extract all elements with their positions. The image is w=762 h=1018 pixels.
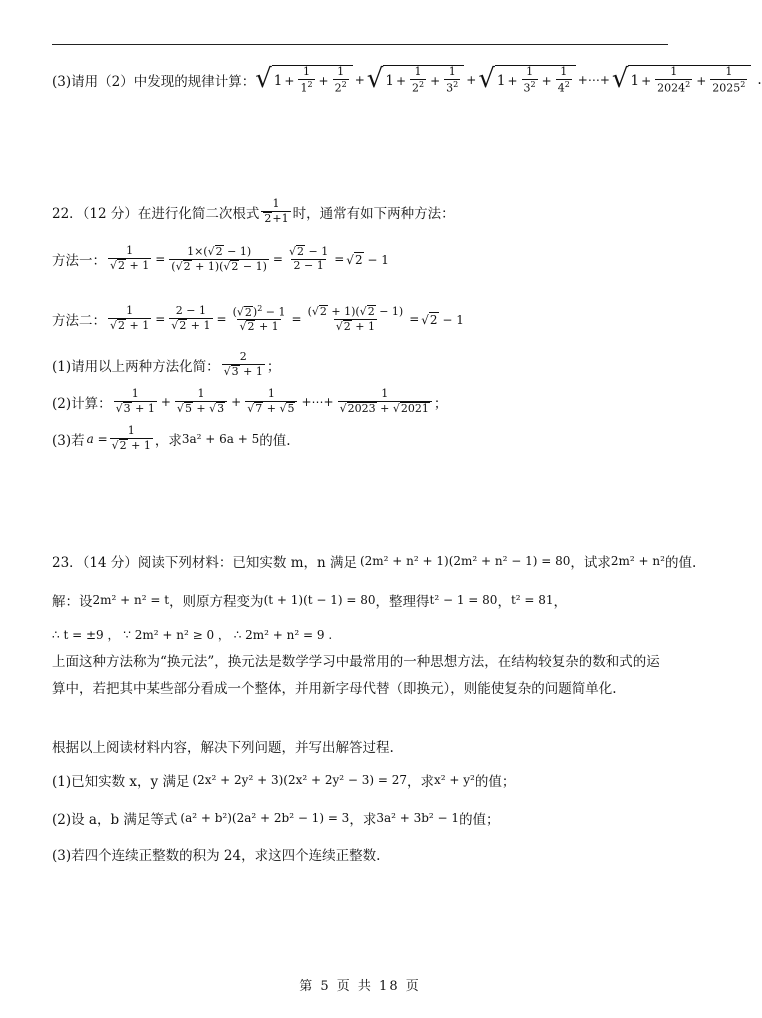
method-2: 方法二： $\frac{1}{√2 + 1}$ = $\frac{2 - 1}{√2 + 1}$ = $\frac{(√2)^2 - 1}{√2 + 1}$ = $\frac{(√2 + 1)(√2 - 1)}{√2 + 1}$ = √2 − 1 (52, 304, 464, 334)
q21-part3: (3)请用（2）中发现的规律计算： √ 1 + $\frac{1}{1^2}$ + $\frac{1}{2^2}$ + √ 1 + $\frac{1}{2^2}$ + $\frac{1}{3^2}$ + √ 1 + $\frac{1}{3^2}$ + $\frac{1}{4^2}$ +⋯+ √ 1 + $\frac{1}{2024^2}$ + $\frac{1}{2025^2}$ . (52, 64, 762, 95)
q21-part3-prefix: (3)请用（2）中发现的规律计算： (52, 74, 256, 90)
q22-header: 22．（12 分）在进行化简二次根式 $\frac{1}{2+1}$ 时，通常有如下两种方法： (52, 197, 455, 225)
radical-term-2: √ 1 + $\frac{1}{2^2}$ + $\frac{1}{3^2}$ (367, 65, 464, 95)
q23-solution-1: 解：设 2m² + n² = t ，则原方程变为 (t + 1)(t − 1) = 80 ，整理得 t² − 1 = 80 ， t² = 81 ， (52, 593, 568, 610)
q23-part1: (1)已知实数 x，y 满足 (2x² + 2y² + 3)(2x² + 2y² − 3) = 27 ，求 x² + y² 的值； (52, 773, 516, 790)
q23-instruction: 根据以上阅读材料内容，解决下列问题，并写出解答过程. (52, 740, 394, 756)
radical-term-3: √ 1 + $\frac{1}{3^2}$ + $\frac{1}{4^2}$ (478, 65, 575, 95)
q23-solution-2: ∴ t = ±9 ， ∵ 2m² + n² ≥ 0 ， ∴ 2m² + n² = 9 . (52, 627, 333, 642)
top-rule (52, 44, 668, 45)
radical-term-last: √ 1 + $\frac{1}{2024^2}$ + $\frac{1}{2025^2}$ (612, 65, 751, 95)
method-1: 方法一： $\frac{1}{√2 + 1}$ = $\frac{1\times(√2 - 1)}{(√2 + 1)(√2 - 1)}$ = $\frac{√2 - 1}{2 - 1}$ = √2 − 1 (52, 244, 389, 273)
q22-part1: (1)请用以上两种方法化简： $\frac{2}{√3 + 1}$ ； (52, 350, 281, 378)
substitution-method-paragraph: 上面这种方法称为“换元法”，换元法是数学学习中最常用的一种思想方法，在结构较复杂的数和式的运算中，若把其中某些部分看成一个整体，并用新字母代替（即换元），则能使复杂的问题简单化. (52, 654, 660, 697)
radical-term-1: √ 1 + $\frac{1}{1^2}$ + $\frac{1}{2^2}$ (255, 65, 352, 95)
page-footer: 第 5 页 共 18 页 (299, 979, 421, 994)
q22-part2: (2)计算： $\frac{1}{√3 + 1}$ + $\frac{1}{√5 + √3}$ + $\frac{1}{√7 + √5}$ +⋯+ $\frac{1}{√2023 + √2021}$ ； (52, 387, 448, 415)
q22-part3: (3)若 a = $\frac{1}{√2 + 1}$ ，求 3a² + 6a + 5 的值. (52, 424, 291, 452)
q23-part3: (3)若四个连续正整数的积为 24，求这四个连续正整数. (52, 848, 381, 864)
q23-header: 23．（14 分）阅读下列材料：已知实数 m，n 满足 (2m² + n² + 1)(2m² + n² − 1) = 80 ，试求 2m² + n² 的值. (52, 554, 697, 571)
q23-part2: (2)设 a，b 满足等式 (a² + b²)(2a² + 2b² − 1) = 3 ，求 3a² + 3b² − 1 的值； (52, 811, 500, 828)
